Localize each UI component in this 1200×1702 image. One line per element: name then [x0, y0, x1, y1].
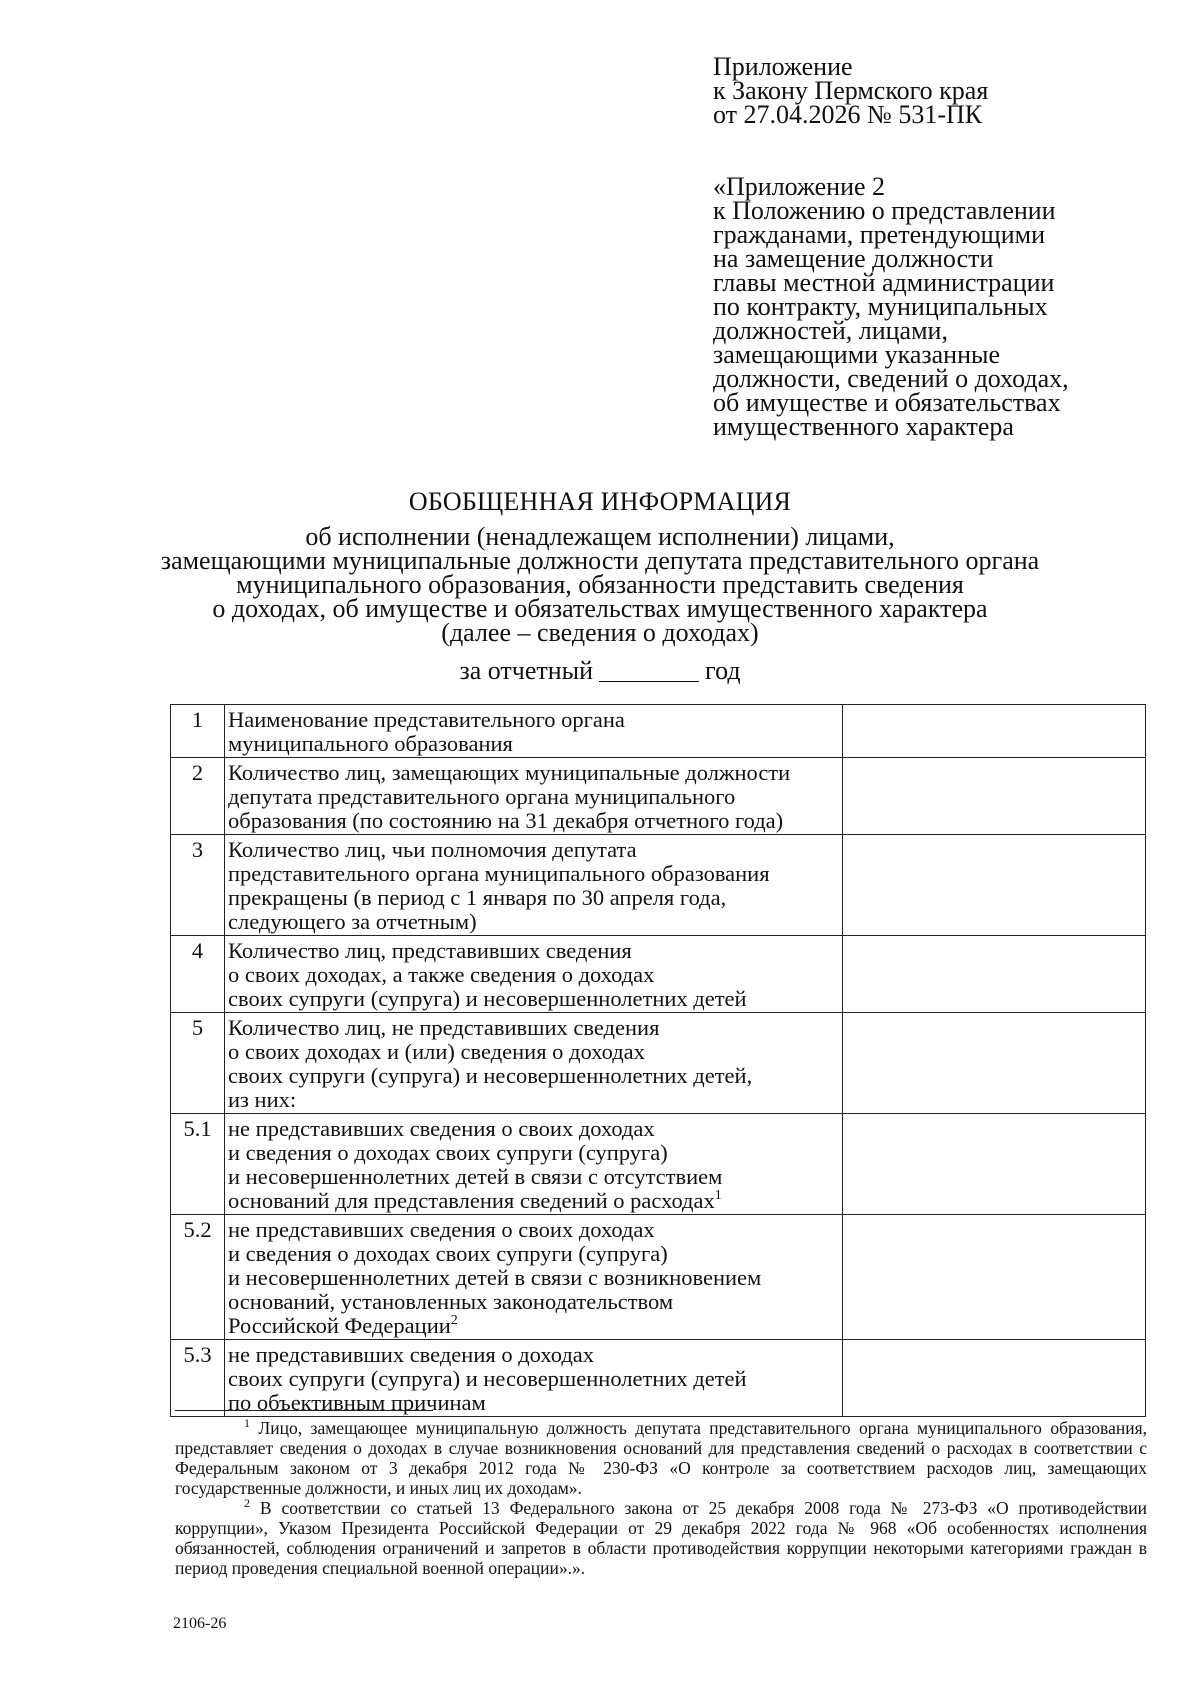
- row-description-line: [228, 1040, 840, 1064]
- reporting-period-line: [0, 656, 1200, 686]
- row-description-text: прекращены (в период с 1 января по 30 апреля года,: [228, 885, 727, 910]
- row-description-text: из них:: [228, 1087, 297, 1112]
- row-description-text: своих супруги (супруга) и несовершеннолетних детей,: [228, 1063, 753, 1088]
- row-description-line: [228, 1290, 840, 1314]
- row-description-line: [228, 1189, 840, 1213]
- table-row: [171, 1215, 1146, 1340]
- row-value-cell: [843, 758, 1146, 835]
- row-description-text: оснований для представления сведений о расходах: [228, 1188, 715, 1213]
- row-description-cell: [225, 705, 843, 758]
- row-description-line: [228, 1165, 840, 1189]
- row-description-line: [228, 1314, 840, 1338]
- row-description-text: своих супруги (супруга) и несовершеннолетних детей: [228, 1366, 747, 1391]
- info-table-body: [171, 705, 1146, 1417]
- table-row: [171, 835, 1146, 936]
- footnote-2: [175, 1498, 1147, 1578]
- footnotes: [175, 1418, 1147, 1578]
- row-description-text: о своих доходах, а также сведения о доходах: [228, 962, 655, 987]
- row-description-text: Количество лиц, не представивших сведения: [228, 1015, 660, 1040]
- row-description-text: муниципального образования: [228, 731, 513, 756]
- footnote-mark: 1: [244, 1416, 250, 1430]
- row-description-line: [228, 862, 840, 886]
- footnote-reference: 2: [450, 1313, 458, 1328]
- row-description-text: Наименование представительного органа: [228, 707, 625, 732]
- row-description-text: и несовершеннолетних детей в связи с отсутствием: [228, 1164, 723, 1189]
- row-description-cell: [225, 835, 843, 936]
- row-description-text: следующего за отчетным): [228, 909, 477, 934]
- row-value-cell: [843, 705, 1146, 758]
- row-value-cell: [843, 835, 1146, 936]
- row-description-line: [228, 886, 840, 910]
- table-row: [171, 1114, 1146, 1215]
- row-description-line: [228, 1266, 840, 1290]
- appendix2-header-line: об имуществе и обязательствах: [713, 388, 1061, 417]
- period-year-blank: [599, 657, 699, 682]
- document-code: 2106-26: [173, 1615, 227, 1632]
- row-description-text: и несовершеннолетних детей в связи с возникновением: [228, 1265, 762, 1290]
- row-description-text: Российской Федерации: [228, 1313, 451, 1338]
- row-description-cell: [225, 1340, 843, 1417]
- row-description-line: [228, 732, 840, 756]
- row-number-cell: 5.1: [171, 1114, 225, 1215]
- subtitle-line: (далее – сведения о доходах): [441, 618, 759, 647]
- appendix2-header-line: к Положению о представлении: [713, 196, 1056, 225]
- row-number-cell: 4: [171, 936, 225, 1013]
- row-description-text: не представивших сведения о своих доходах: [228, 1217, 655, 1242]
- row-description-text: Количество лиц, чьи полномочия депутата: [228, 837, 637, 862]
- row-description-text: Количество лиц, замещающих муниципальные должности: [228, 760, 791, 785]
- appendix-header-line: Приложение: [713, 52, 853, 81]
- row-description-text: и сведения о доходах своих супруги (супруга): [228, 1140, 668, 1165]
- row-description-cell: [225, 936, 843, 1013]
- row-description-text: о своих доходах и (или) сведения о доходах: [228, 1039, 645, 1064]
- row-description-text: оснований, установленных законодательством: [228, 1289, 674, 1314]
- row-description-line: [228, 939, 840, 963]
- row-description-line: [228, 1343, 840, 1367]
- row-description-text: Количество лиц, представивших сведения: [228, 938, 632, 963]
- footnote-text: В соответствии со статьей 13 Федерального закона от 25 декабря 2008 года № 273-ФЗ «О противодействии коррупции», Указом Президента Российской Федерации от 29 декабря 2022 года № 968 «Об особенностях исполнения обязанностей, соблюдения ограничений и запретов в области противодействия коррупции некоторыми категориями граждан в период проведения специальной военной операции».».: [175, 1498, 1148, 1578]
- row-description-line: [228, 910, 840, 934]
- row-number-cell: 5.3: [171, 1340, 225, 1417]
- row-description-cell: [225, 1114, 843, 1215]
- row-number-cell: 2: [171, 758, 225, 835]
- subtitle-line: муниципального образования, обязанности представить сведения: [236, 570, 964, 599]
- row-description-line: [228, 1242, 840, 1266]
- appendix2-header-line: «Приложение 2: [713, 172, 886, 201]
- row-description-text: своих супруги (супруга) и несовершеннолетних детей: [228, 986, 747, 1011]
- footnote-text: Лицо, замещающее муниципальную должность депутата представительного органа муниципального образования, представляет сведения о доходах в случае возникновения оснований для представления сведений о расходах в соответствии с Федеральным законом от 3 декабря 2012 года № 230-ФЗ «О контроле за соответствием расходов лиц, замещающих государственные должности, и иных лиц их доходам».: [175, 1418, 1148, 1498]
- period-prefix: за отчетный: [459, 656, 594, 685]
- row-description-line: [228, 1117, 840, 1141]
- row-description-line: [228, 809, 840, 833]
- row-description-line: [228, 1016, 840, 1040]
- appendix2-header-line: должностей, лицами,: [713, 316, 948, 345]
- appendix2-header-line: главы местной администрации: [713, 268, 1055, 297]
- row-value-cell: [843, 1013, 1146, 1114]
- row-description-cell: [225, 758, 843, 835]
- row-description-text: не представивших сведения о своих доходах: [228, 1116, 655, 1141]
- appendix2-header-line: должности, сведений о доходах,: [713, 364, 1069, 393]
- row-description-cell: [225, 1215, 843, 1340]
- table-row: [171, 1340, 1146, 1417]
- row-description-text: по объективным причинам: [228, 1390, 486, 1415]
- appendix2-header-line: имущественного характера: [713, 412, 1014, 441]
- appendix-header: [713, 52, 1133, 129]
- row-description-line: [228, 1391, 840, 1415]
- table-row: [171, 1013, 1146, 1114]
- appendix2-header-line: замещающими указанные: [713, 340, 1001, 369]
- row-description-text: не представивших сведения о доходах: [228, 1342, 595, 1367]
- row-description-line: [228, 1088, 840, 1112]
- appendix-header-line: к Закону Пермского края: [713, 76, 989, 105]
- row-value-cell: [843, 1340, 1146, 1417]
- appendix2-header-line: на замещение должности: [713, 244, 994, 273]
- row-description-line: [228, 963, 840, 987]
- row-value-cell: [843, 1215, 1146, 1340]
- document-subtitle: [0, 522, 1200, 647]
- footnote-divider: [175, 1410, 433, 1411]
- row-value-cell: [843, 1114, 1146, 1215]
- row-description-line: [228, 761, 840, 785]
- appendix2-header: [713, 172, 1133, 441]
- row-description-line: [228, 1218, 840, 1242]
- appendix-header-line: от 27.04.2026 № 531-ПК: [713, 100, 983, 129]
- appendix2-header-line: по контракту, муниципальных: [713, 292, 1048, 321]
- subtitle-line: о доходах, об имуществе и обязательствах имущественного характера: [212, 594, 988, 623]
- info-table: [170, 704, 1146, 1417]
- period-suffix: год: [705, 656, 741, 685]
- document-title: ОБОБЩЕННАЯ ИНФОРМАЦИЯ: [408, 487, 792, 516]
- row-number-cell: 5: [171, 1013, 225, 1114]
- subtitle-line: замещающими муниципальные должности депутата представительного органа: [160, 546, 1040, 575]
- footnote-1: [175, 1418, 1147, 1498]
- row-number-cell: 5.2: [171, 1215, 225, 1340]
- row-description-line: [228, 1064, 840, 1088]
- row-description-line: [228, 987, 840, 1011]
- row-number-cell: 3: [171, 835, 225, 936]
- table-row: [171, 936, 1146, 1013]
- row-value-cell: [843, 936, 1146, 1013]
- row-description-line: [228, 1367, 840, 1391]
- appendix2-header-line: гражданами, претендующими: [713, 220, 1045, 249]
- table-row: [171, 705, 1146, 758]
- footnote-mark: 2: [244, 1496, 250, 1510]
- row-description-text: депутата представительного органа муниципального: [228, 784, 736, 809]
- row-description-line: [228, 708, 840, 732]
- row-description-line: [228, 838, 840, 862]
- row-description-text: образования (по состоянию на 31 декабря отчетного года): [228, 808, 784, 833]
- subtitle-line: об исполнении (ненадлежащем исполнении) лицами,: [305, 522, 895, 551]
- row-description-line: [228, 785, 840, 809]
- row-description-text: и сведения о доходах своих супруги (супруга): [228, 1241, 668, 1266]
- row-description-text: представительного органа муниципального образования: [228, 861, 770, 886]
- footnote-reference: 1: [714, 1188, 722, 1203]
- row-number-cell: 1: [171, 705, 225, 758]
- table-row: [171, 758, 1146, 835]
- row-description-line: [228, 1141, 840, 1165]
- row-description-cell: [225, 1013, 843, 1114]
